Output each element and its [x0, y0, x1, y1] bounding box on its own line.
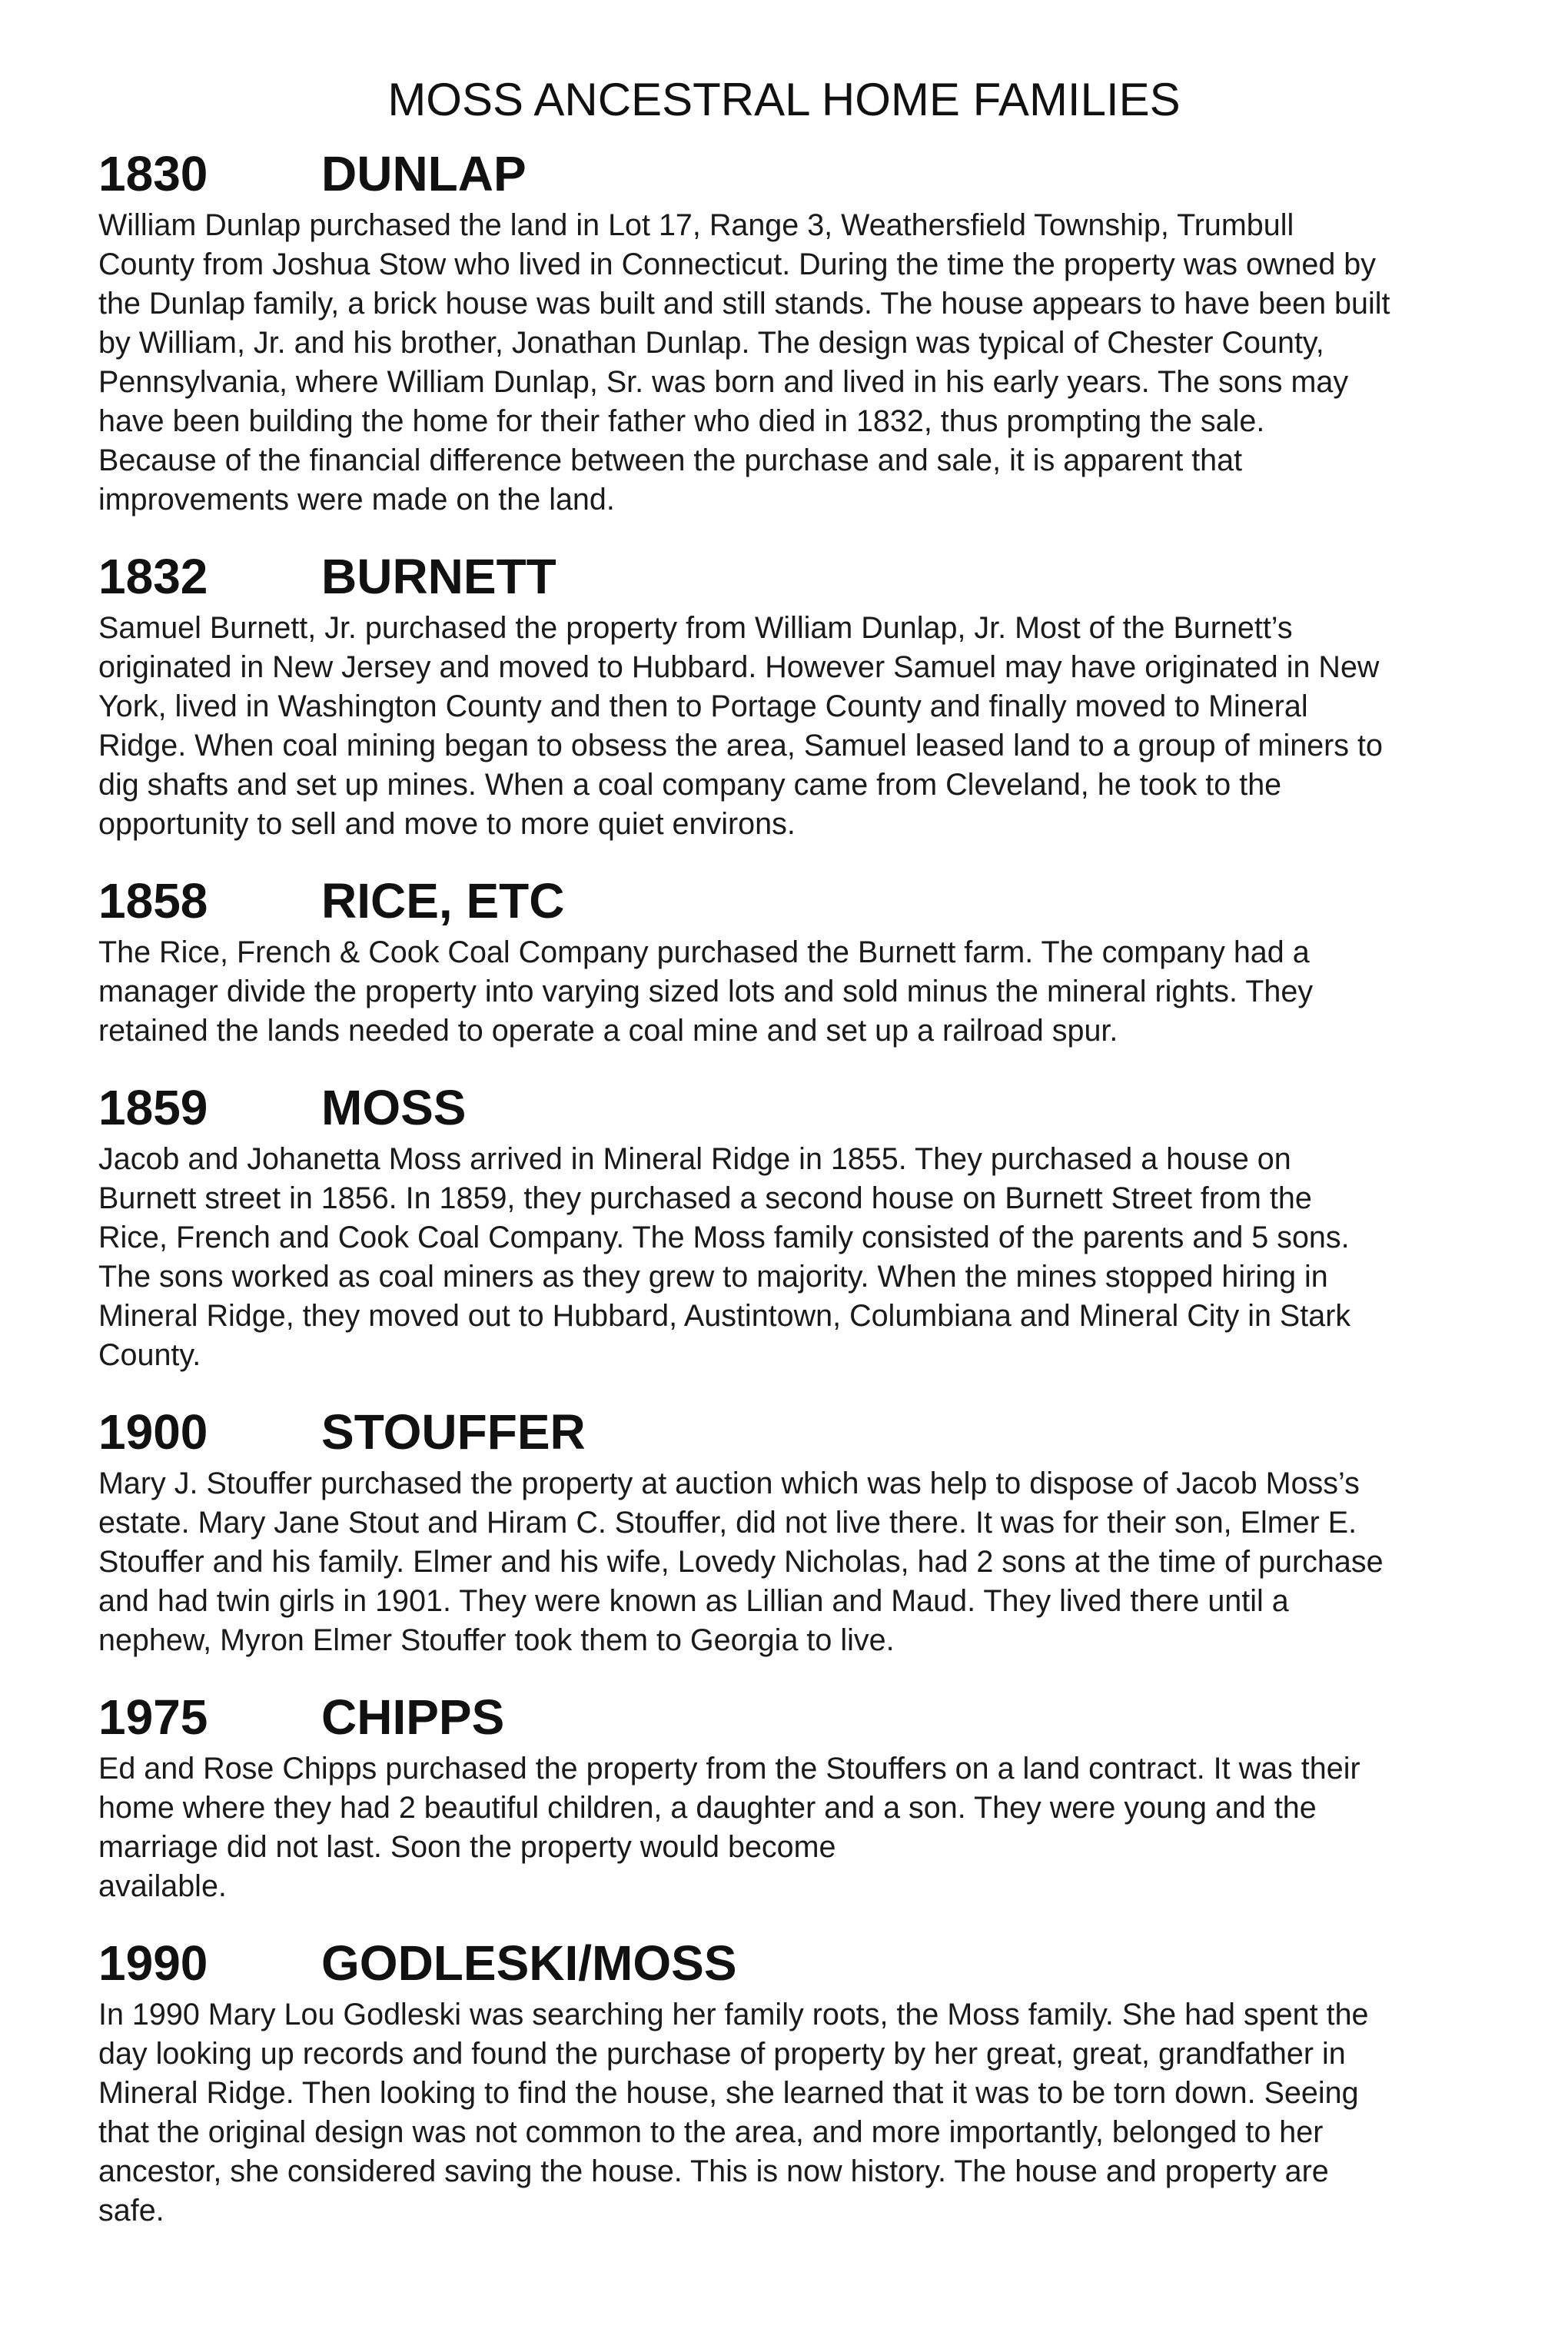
body-line: home where they had 2 beautiful children, a daughter and a son. They were young and the — [98, 1791, 1317, 1825]
body-line: Rice, French and Cook Coal Company. The Moss family consisted of the parents and 5 sons. — [98, 1221, 1350, 1254]
body-line: Stouffer and his family. Elmer and his wife, Lovedy Nicholas, had 2 sons at the time of purchase — [98, 1545, 1384, 1579]
body-line: York, lived in Washington County and then to Portage County and finally moved to Mineral — [98, 689, 1308, 723]
section-family-name: GODLESKI/MOSS — [321, 1935, 737, 1991]
section-body — [98, 1464, 1514, 1660]
body-line: retained the lands needed to operate a coal mine and set up a railroad spur. — [98, 1014, 1118, 1048]
section-family-name: MOSS — [321, 1080, 467, 1135]
body-line: ancestor, she considered saving the house. This is now history. The house and property are — [98, 2154, 1329, 2188]
section-family-name: RICE, ETC — [321, 873, 565, 929]
page-title: MOSS ANCESTRAL HOME FAMILIES — [387, 74, 1181, 125]
body-line: In 1990 Mary Lou Godleski was searching her family roots, the Moss family. She had spent the — [98, 1998, 1369, 2031]
section-body — [98, 609, 1514, 844]
section-year: 1832 — [98, 549, 208, 604]
body-line: marriage did not last. Soon the property would become — [98, 1830, 836, 1864]
section-body — [98, 206, 1514, 520]
body-line: improvements were made on the land. — [98, 483, 615, 517]
body-line: and had twin girls in 1901. They were known as Lillian and Maud. They lived there until a — [98, 1584, 1289, 1618]
section-family-name: STOUFFER — [321, 1404, 586, 1460]
body-line: nephew, Myron Elmer Stouffer took them to Georgia to live. — [98, 1623, 895, 1657]
body-line: that the original design was not common to the area, and more importantly, belonged to her — [98, 2115, 1324, 2149]
section-heading — [98, 873, 1514, 929]
body-line: opportunity to sell and move to more quiet environs. — [98, 807, 796, 841]
body-line: William Dunlap purchased the land in Lot 17, Range 3, Weathersfield Township, Trumbull — [98, 208, 1294, 242]
body-line: Burnett street in 1856. In 1859, they purchased a second house on Burnett Street from the — [98, 1181, 1312, 1215]
body-line: Mineral Ridge, they moved out to Hubbard, Austintown, Columbiana and Mineral City in Stark — [98, 1299, 1351, 1333]
section-heading — [98, 549, 1514, 604]
section-heading — [98, 146, 1514, 201]
section-year: 1830 — [98, 146, 208, 201]
body-line: originated in New Jersey and moved to Hubbard. However Samuel may have originated in New — [98, 650, 1380, 684]
body-line: County from Joshua Stow who lived in Connecticut. During the time the property was owned by — [98, 247, 1377, 281]
section-body — [98, 933, 1514, 1051]
section-dunlap — [98, 146, 1514, 520]
section-body — [98, 1749, 1514, 1906]
body-line: estate. Mary Jane Stout and Hiram C. Stouffer, did not live there. It was for their son, Elmer E. — [98, 1506, 1357, 1540]
section-heading — [98, 1404, 1514, 1460]
section-godleski-moss — [98, 1935, 1514, 2231]
body-line: Jacob and Johanetta Moss arrived in Mineral Ridge in 1855. They purchased a house on — [98, 1142, 1291, 1176]
body-line: County. — [98, 1338, 201, 1372]
section-body — [98, 1140, 1514, 1375]
body-line: Pennsylvania, where William Dunlap, Sr. was born and lived in his early years. The sons may — [98, 365, 1349, 399]
section-family-name: BURNETT — [321, 549, 556, 604]
section-stouffer — [98, 1404, 1514, 1660]
section-heading — [98, 1689, 1514, 1745]
sections-container — [98, 146, 1514, 2231]
body-line: The sons worked as coal miners as they grew to majority. When the mines stopped hiring in — [98, 1260, 1328, 1294]
section-heading — [98, 1935, 1514, 1991]
body-line: day looking up records and found the purchase of property by her great, great, grandfather in — [98, 2037, 1346, 2071]
section-rice-etc — [98, 873, 1514, 1051]
body-line: Because of the financial difference between the purchase and sale, it is apparent that — [98, 443, 1243, 477]
section-year: 1990 — [98, 1935, 208, 1991]
section-chipps — [98, 1689, 1514, 1906]
body-line: dig shafts and set up mines. When a coal company came from Cleveland, he took to the — [98, 768, 1282, 802]
body-line: Ed and Rose Chipps purchased the property from the Stouffers on a land contract. It was their — [98, 1752, 1360, 1786]
section-body — [98, 1995, 1514, 2231]
body-line: The Rice, French & Cook Coal Company purchased the Burnett farm. The company had a — [98, 935, 1310, 969]
body-line: Mary J. Stouffer purchased the property at auction which was help to dispose of Jacob Moss’s — [98, 1467, 1360, 1500]
body-line: Samuel Burnett, Jr. purchased the property from William Dunlap, Jr. Most of the Burnett’s — [98, 611, 1293, 645]
body-line: the Dunlap family, a brick house was built and still stands. The house appears to have been built — [98, 287, 1390, 321]
body-line: available. — [98, 1869, 227, 1903]
body-line: have been building the home for their father who died in 1832, thus prompting the sale. — [98, 404, 1265, 438]
section-year: 1859 — [98, 1080, 208, 1135]
body-line: safe. — [98, 2194, 164, 2227]
body-line: manager divide the property into varying sized lots and sold minus the mineral rights. They — [98, 975, 1314, 1008]
body-line: Mineral Ridge. Then looking to find the house, she learned that it was to be torn down. Seeing — [98, 2076, 1359, 2110]
body-line: Ridge. When coal mining began to obsess the area, Samuel leased land to a group of miners to — [98, 729, 1383, 762]
section-family-name: DUNLAP — [321, 146, 527, 201]
section-year: 1858 — [98, 873, 208, 929]
section-heading — [98, 1080, 1514, 1135]
section-moss — [98, 1080, 1514, 1375]
body-line: by William, Jr. and his brother, Jonathan Dunlap. The design was typical of Chester County, — [98, 326, 1324, 360]
section-burnett — [98, 549, 1514, 844]
section-year: 1975 — [98, 1689, 208, 1745]
section-year: 1900 — [98, 1404, 208, 1460]
section-family-name: CHIPPS — [321, 1689, 505, 1745]
